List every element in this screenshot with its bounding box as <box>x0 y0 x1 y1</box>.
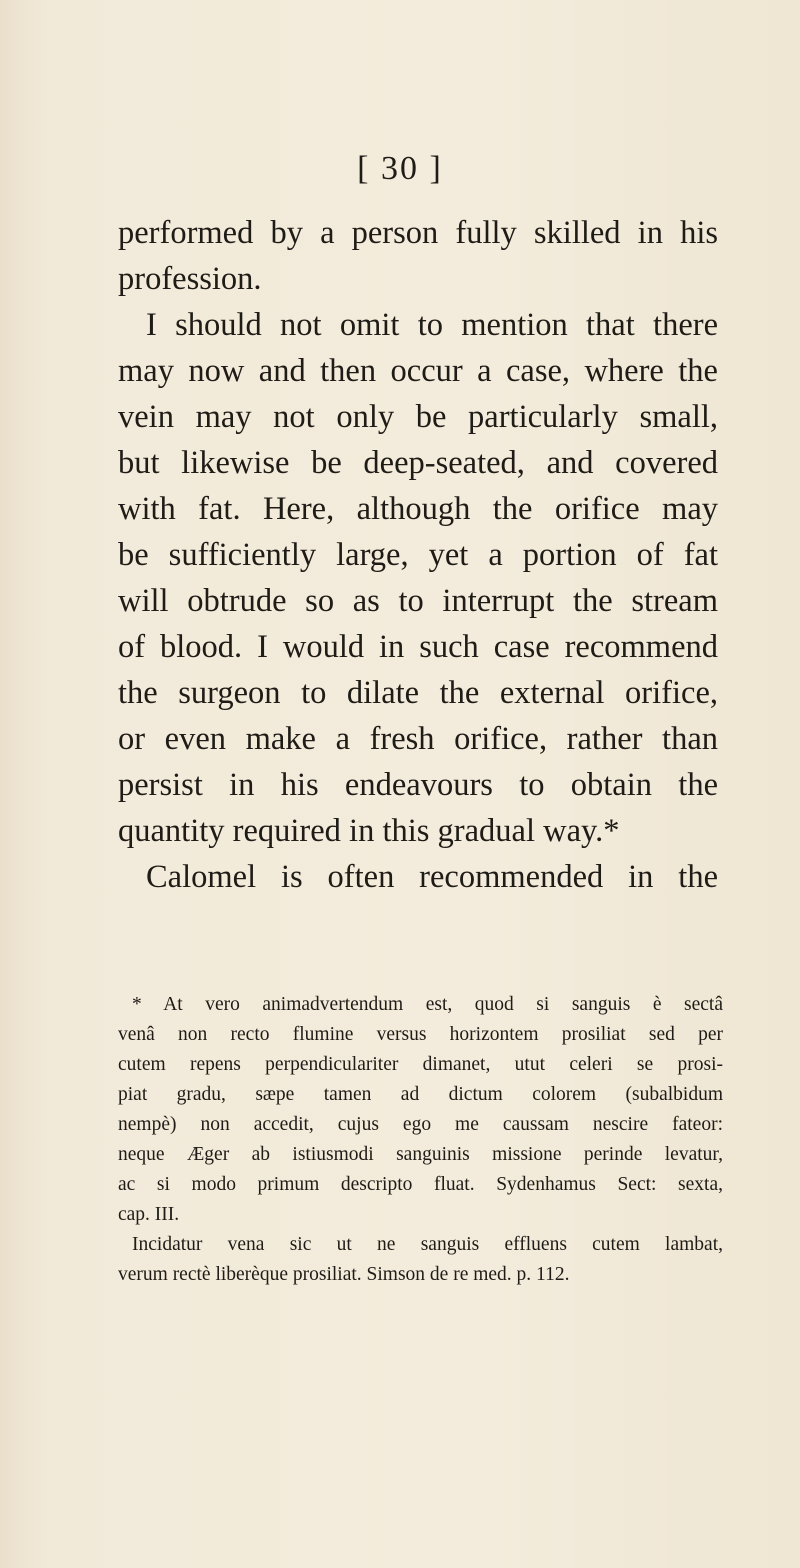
footnote-line: * At vero animadvertendum est, quod si sanguis è sectâ <box>132 994 723 1015</box>
footnote-line: cutem repens perpendiculariter dimanet, utut celeri se prosi- <box>118 1054 723 1075</box>
footnote-line: nempè) non accedit, cujus ego me caussam nescire fateor: <box>118 1114 723 1135</box>
footnote <box>118 990 723 1290</box>
text-line: I should not omit to mention that there <box>146 307 718 343</box>
footnote-line: ac si modo primum descripto fluat. Sydenhamus Sect: sexta, <box>118 1174 723 1195</box>
footnote-line: Incidatur vena sic ut ne sanguis effluens cutem lambat, <box>132 1234 723 1255</box>
footnote-line: neque Æger ab istiusmodi sanguinis missione perinde levatur, <box>118 1144 723 1165</box>
text-line: persist in his endeavours to obtain the <box>118 767 718 803</box>
main-text <box>118 210 718 900</box>
text-line: Calomel is often recommended in the <box>146 859 718 895</box>
text-line: may now and then occur a case, where the <box>118 353 718 389</box>
footnote-line: piat gradu, sæpe tamen ad dictum colorem (subalbidum <box>118 1084 723 1105</box>
text-line: be sufficiently large, yet a portion of fat <box>118 537 718 573</box>
text-line: the surgeon to dilate the external orifice, <box>118 675 718 711</box>
footnote-line: cap. III. <box>118 1204 180 1225</box>
page-number: [ 30 ] <box>357 150 443 187</box>
text-line: quantity required in this gradual way.* <box>118 813 620 849</box>
footnote-line: venâ non recto flumine versus horizontem prosiliat sed per <box>118 1024 723 1045</box>
footnote-line: verum rectè liberèque prosiliat. Simson de re med. p. 112. <box>118 1264 570 1285</box>
text-line: profession. <box>118 261 262 297</box>
text-line: of blood. I would in such case recommend <box>118 629 718 665</box>
text-line: vein may not only be particularly small, <box>118 399 718 435</box>
text-line: or even make a fresh orifice, rather than <box>118 721 718 757</box>
text-line: but likewise be deep-seated, and covered <box>118 445 718 481</box>
text-line: will obtrude so as to interrupt the stream <box>118 583 718 619</box>
text-line: with fat. Here, although the orifice may <box>118 491 718 527</box>
text-line: performed by a person fully skilled in his <box>118 215 718 251</box>
